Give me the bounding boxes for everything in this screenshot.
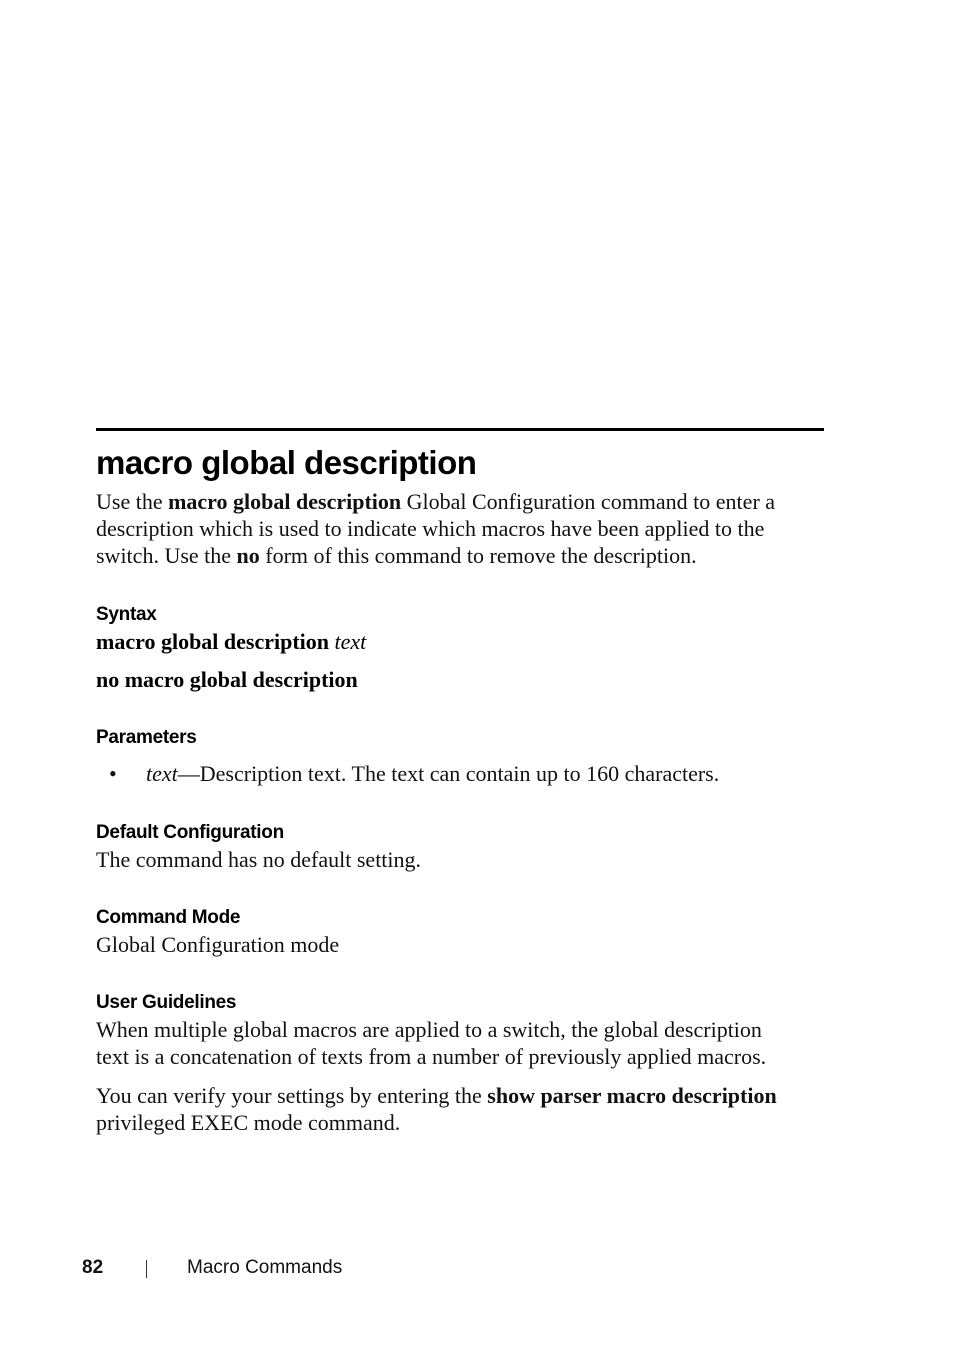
guideline-line: When multiple global macros are applied to a switch, the global description <box>96 1017 762 1042</box>
intro-no-keyword: no <box>236 543 260 568</box>
user-guidelines-heading: User Guidelines <box>96 992 237 1013</box>
parameter-item <box>146 760 719 787</box>
page-title: macro global description <box>96 444 477 481</box>
user-guidelines-paragraph-1 <box>96 1016 826 1070</box>
intro-line-1 <box>96 488 826 515</box>
syntax-heading: Syntax <box>96 604 157 625</box>
footer-section-title: Macro Commands <box>187 1257 343 1278</box>
footer-divider <box>146 1260 147 1278</box>
bullet-icon: • <box>109 761 117 786</box>
guideline-line <box>96 1082 826 1109</box>
guideline-text: You can verify your settings by entering the <box>96 1083 488 1108</box>
intro-text: Use the <box>96 489 169 514</box>
intro-command-name: macro global description <box>168 489 402 514</box>
syntax-command-name: macro global description <box>96 629 330 654</box>
command-mode-text: Global Configuration mode <box>96 932 340 957</box>
default-configuration-heading: Default Configuration <box>96 822 284 843</box>
guideline-line: text is a concatenation of texts from a number of previously applied macros. <box>96 1044 767 1069</box>
parameter-description: —Description text. The text can contain up to 160 characters. <box>177 761 720 786</box>
intro-line-3 <box>96 542 826 569</box>
intro-text: form of this command to remove the description. <box>259 543 697 568</box>
guideline-line: privileged EXEC mode command. <box>96 1110 401 1135</box>
parameter-name: text <box>146 761 178 786</box>
show-command-name: show parser macro description <box>487 1083 777 1108</box>
syntax-no-command: no macro global description <box>96 667 358 692</box>
intro-line-2: description which is used to indicate which macros have been applied to the <box>96 516 765 541</box>
parameters-heading: Parameters <box>96 727 197 748</box>
syntax-argument: text <box>334 629 367 654</box>
user-guidelines-paragraph-2 <box>96 1082 826 1136</box>
intro-paragraph <box>96 488 826 569</box>
intro-text: switch. Use the <box>96 543 237 568</box>
command-mode-heading: Command Mode <box>96 907 241 928</box>
intro-text: Global Configuration command to enter a <box>401 489 776 514</box>
default-configuration-text: The command has no default setting. <box>96 847 422 872</box>
syntax-command-1 <box>96 628 366 655</box>
page-number: 82 <box>82 1257 104 1278</box>
title-rule <box>96 428 824 431</box>
syntax-command-2 <box>96 666 358 693</box>
